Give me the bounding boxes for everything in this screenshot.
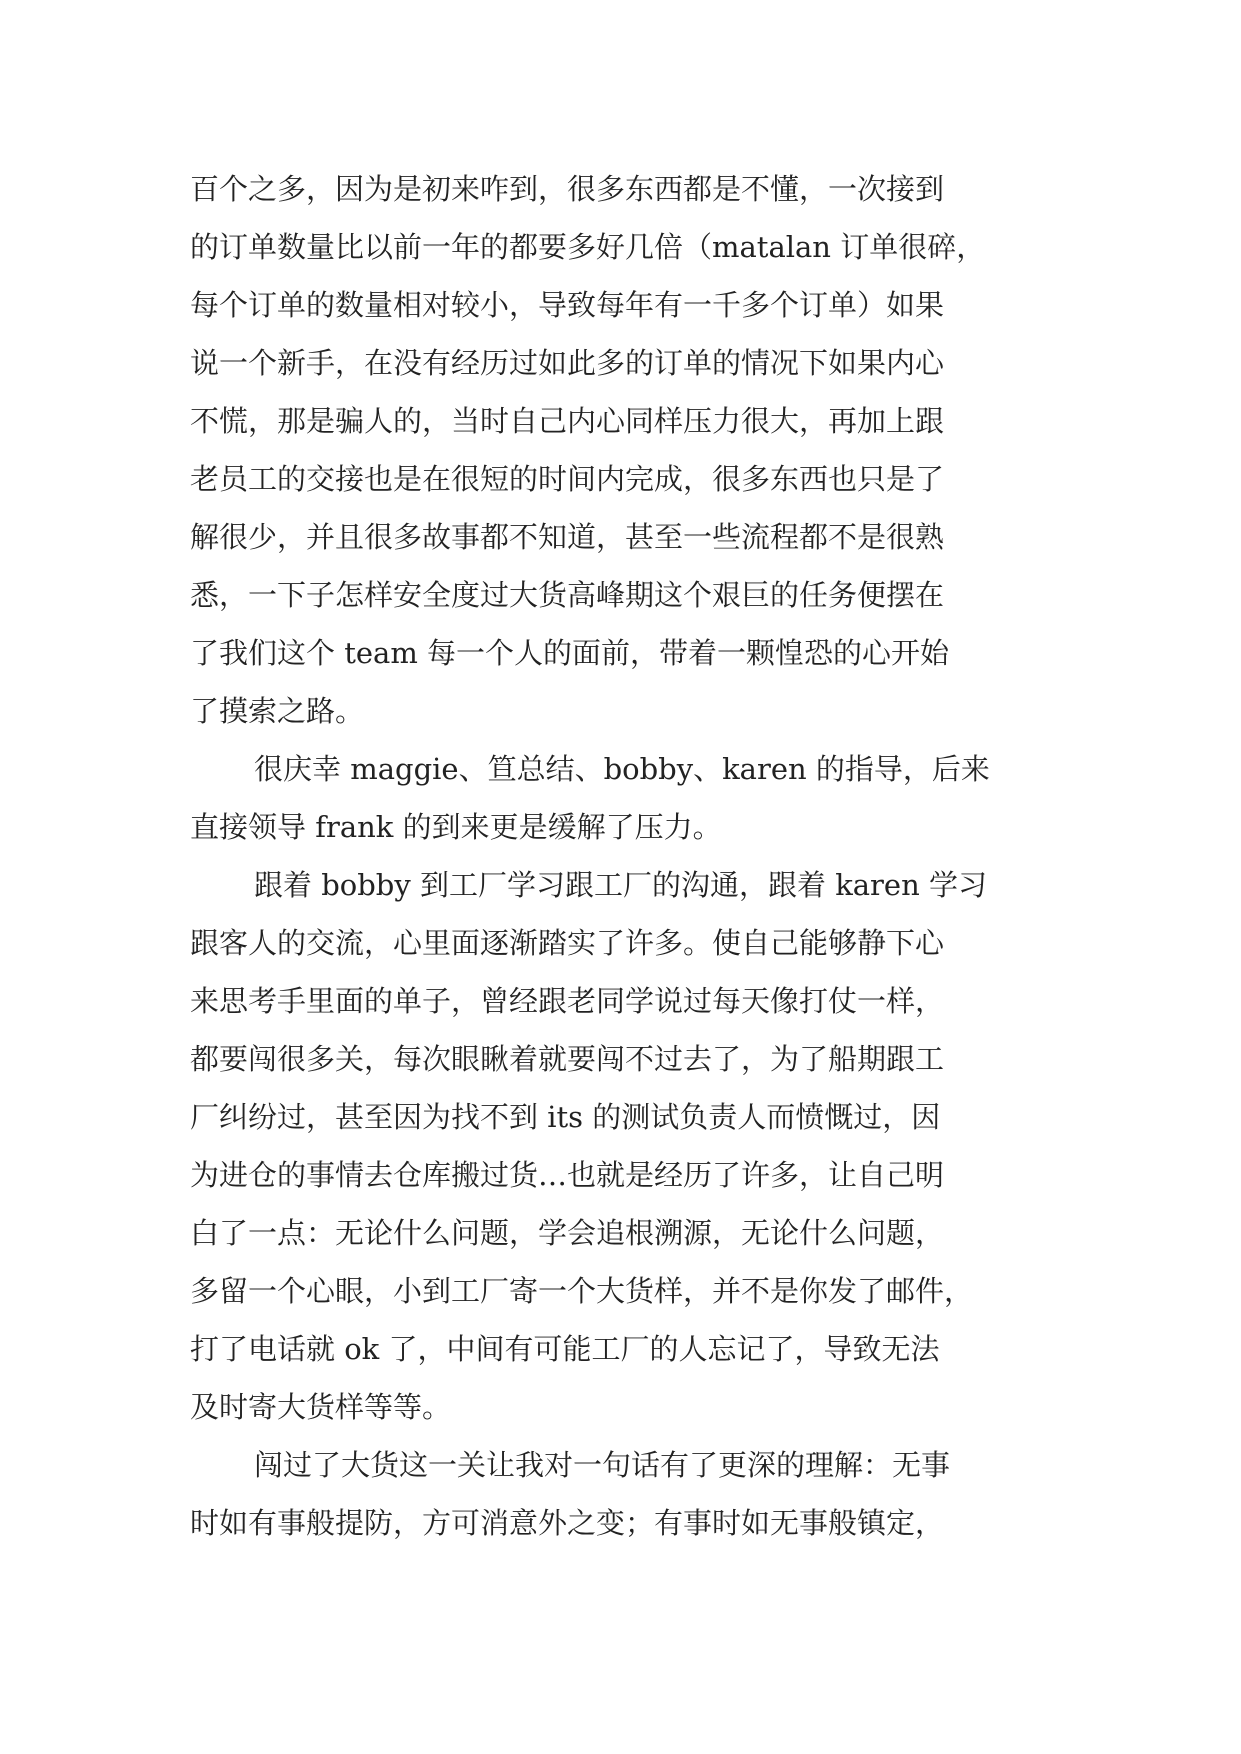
text-line: 的订单数量比以前一年的都要多好几倍（matalan 订单很碎， bbox=[190, 230, 986, 264]
paragraph-first-line: 跟着 bobby 到工厂学习跟工厂的沟通，跟着 karen 学习 bbox=[254, 868, 987, 902]
text-line: 白了一点：无论什么问题，学会追根溯源，无论什么问题， bbox=[190, 1216, 945, 1250]
text-line: 厂纠纷过，甚至因为找不到 its 的测试负责人而愤慨过，因 bbox=[190, 1100, 941, 1134]
text-line: 悉，一下子怎样安全度过大货高峰期这个艰巨的任务便摆在 bbox=[190, 578, 945, 612]
text-line: 每个订单的数量相对较小，导致每年有一千多个订单）如果 bbox=[190, 288, 945, 322]
text-line: 老员工的交接也是在很短的时间内完成，很多东西也只是了 bbox=[190, 462, 945, 496]
text-line: 来思考手里面的单子，曾经跟老同学说过每天像打仗一样， bbox=[190, 984, 945, 1018]
text-line: 多留一个心眼，小到工厂寄一个大货样，并不是你发了邮件， bbox=[190, 1274, 974, 1308]
paragraph-first-line: 闯过了大货这一关让我对一句话有了更深的理解：无事 bbox=[254, 1448, 951, 1482]
text-line: 及时寄大货样等等。 bbox=[190, 1390, 452, 1424]
text-line: 百个之多，因为是初来咋到，很多东西都是不懂，一次接到 bbox=[190, 172, 945, 206]
text-line: 说一个新手，在没有经历过如此多的订单的情况下如果内心 bbox=[190, 346, 945, 380]
text-line: 了摸索之路。 bbox=[190, 694, 365, 728]
text-line: 为进仓的事情去仓库搬过货…也就是经历了许多，让自己明 bbox=[190, 1158, 945, 1192]
text-line: 直接领导 frank 的到来更是缓解了压力。 bbox=[190, 810, 722, 844]
text-line: 都要闯很多关，每次眼瞅着就要闯不过去了，为了船期跟工 bbox=[190, 1042, 945, 1076]
text-line: 了我们这个 team 每一个人的面前，带着一颗惶恐的心开始 bbox=[190, 636, 950, 670]
text-line: 跟客人的交流，心里面逐渐踏实了许多。使自己能够静下心 bbox=[190, 926, 945, 960]
text-line: 不慌，那是骗人的，当时自己内心同样压力很大，再加上跟 bbox=[190, 404, 945, 438]
paragraph-first-line: 很庆幸 maggie、笪总结、bobby、karen 的指导，后来 bbox=[254, 752, 990, 786]
text-line: 解很少，并且很多故事都不知道，甚至一些流程都不是很熟 bbox=[190, 520, 945, 554]
text-line: 打了电话就 ok 了，中间有可能工厂的人忘记了，导致无法 bbox=[190, 1332, 940, 1366]
text-line: 时如有事般提防，方可消意外之变；有事时如无事般镇定， bbox=[190, 1506, 945, 1540]
